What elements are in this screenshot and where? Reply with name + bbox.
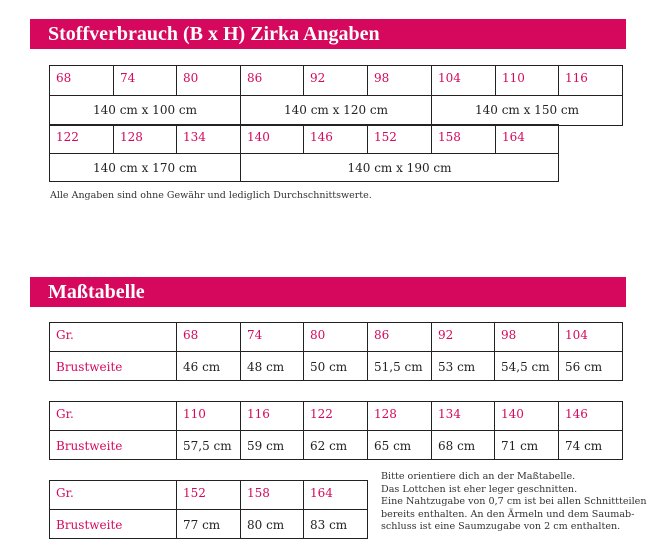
bust-value-cell: 48 cm [240, 351, 304, 381]
size-cell: 122 [303, 401, 368, 431]
size-cell: 74 [240, 322, 304, 352]
bust-value-cell: 68 cm [431, 430, 495, 460]
size-cell: 86 [240, 65, 304, 96]
bust-value-cell: 51,5 cm [367, 351, 432, 381]
disclaimer-note: Alle Angaben sind ohne Gewähr und lediglich Durchschnittswerte. [50, 190, 372, 201]
size-cell: 146 [558, 401, 623, 431]
bust-value-cell: 65 cm [367, 430, 432, 460]
size-cell: 80 [176, 65, 241, 96]
bust-label-cell: Brustweite [49, 351, 177, 381]
size-cell: 86 [367, 322, 432, 352]
size-cell: 98 [494, 322, 559, 352]
size-cell: 68 [176, 322, 241, 352]
size-label-cell: Gr. [49, 480, 177, 510]
size-cell: 134 [431, 401, 495, 431]
size-cell: 98 [367, 65, 432, 96]
size-label-cell: Gr. [49, 322, 177, 352]
size-cell: 122 [49, 124, 114, 154]
size-cell: 92 [303, 65, 368, 96]
size-cell: 68 [49, 65, 114, 96]
fabric-amount-cell: 140 cm x 190 cm [240, 153, 559, 182]
size-cell: 104 [431, 65, 496, 96]
bust-value-cell: 56 cm [558, 351, 623, 381]
size-cell: 116 [240, 401, 304, 431]
bust-label-cell: Brustweite [49, 430, 177, 460]
fabric-amount-cell: 140 cm x 150 cm [431, 95, 623, 126]
fabric-amount-cell: 140 cm x 120 cm [240, 95, 432, 126]
section-title-fabric: Stoffverbrauch (B x H) Zirka Angaben [30, 19, 626, 49]
size-cell: 146 [303, 124, 368, 154]
size-cell: 158 [431, 124, 496, 154]
fabric-amount-cell: 140 cm x 100 cm [49, 95, 241, 126]
bust-value-cell: 77 cm [176, 509, 241, 539]
bust-value-cell: 83 cm [303, 509, 368, 539]
side-note [381, 471, 647, 534]
size-cell: 116 [558, 65, 623, 96]
size-cell: 158 [240, 480, 304, 510]
size-label-cell: Gr. [49, 401, 177, 431]
bust-value-cell: 57,5 cm [176, 430, 241, 460]
size-cell: 104 [558, 322, 623, 352]
size-cell: 92 [431, 322, 495, 352]
bust-value-cell: 62 cm [303, 430, 368, 460]
size-cell: 128 [367, 401, 432, 431]
size-cell: 110 [176, 401, 241, 431]
size-cell: 164 [303, 480, 368, 510]
size-cell: 134 [176, 124, 241, 154]
bust-value-cell: 50 cm [303, 351, 368, 381]
bust-value-cell: 74 cm [558, 430, 623, 460]
size-cell: 164 [495, 124, 559, 154]
size-cell: 140 [240, 124, 304, 154]
bust-value-cell: 80 cm [240, 509, 304, 539]
side-note-line: Das Lottchen ist eher leger geschnitten. [381, 483, 578, 495]
bust-value-cell: 53 cm [431, 351, 495, 381]
side-note-line: schluss ist eine Saumzugabe von 2 cm enthalten. [381, 521, 621, 532]
size-cell: 152 [176, 480, 241, 510]
bust-value-cell: 71 cm [494, 430, 559, 460]
fabric-amount-cell: 140 cm x 170 cm [49, 153, 241, 182]
size-cell: 80 [303, 322, 368, 352]
side-note-line: bereits enthalten. An den Ärmeln und dem Saumab- [381, 508, 635, 520]
size-cell: 152 [367, 124, 432, 154]
side-note-line: Eine Nahtzugabe von 0,7 cm ist bei allen Schnittteilen [381, 496, 647, 507]
side-note-line: Bitte orientiere dich an der Maßtabelle. [381, 471, 576, 482]
bust-value-cell: 46 cm [176, 351, 241, 381]
size-cell: 128 [113, 124, 177, 154]
bust-value-cell: 54,5 cm [494, 351, 559, 381]
size-cell: 110 [495, 65, 559, 96]
size-cell: 74 [113, 65, 177, 96]
bust-value-cell: 59 cm [240, 430, 304, 460]
bust-label-cell: Brustweite [49, 509, 177, 539]
size-cell: 140 [494, 401, 559, 431]
section-title-measurements: Maßtabelle [30, 277, 626, 307]
